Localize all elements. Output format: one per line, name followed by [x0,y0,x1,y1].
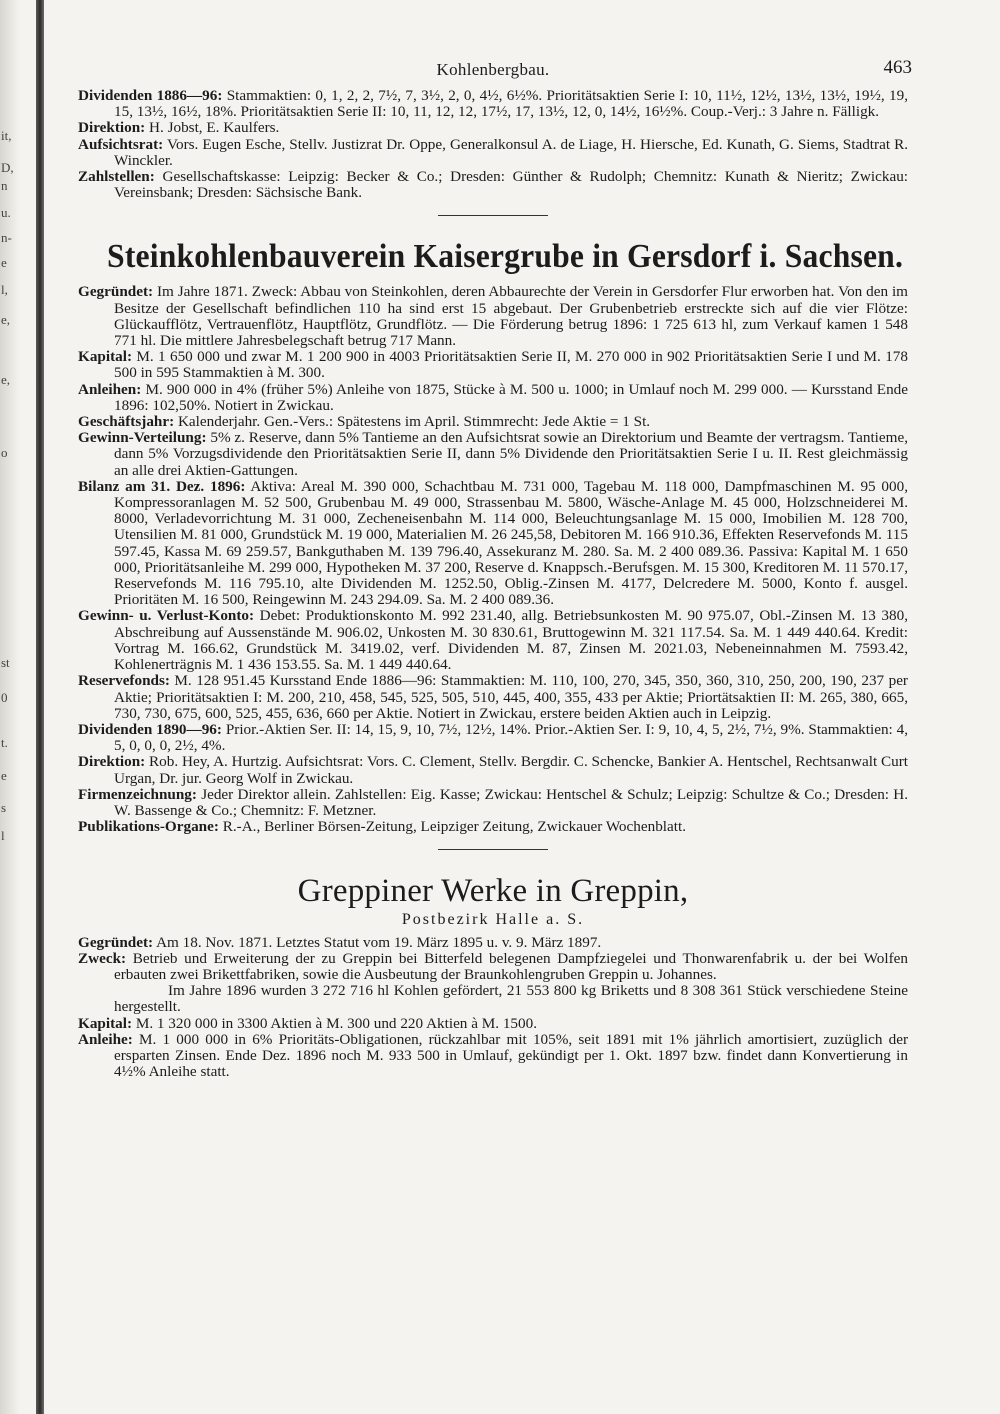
paragraph-label: Direktion: [78,119,146,137]
page-number: 463 [883,57,912,78]
entry-paragraph [78,608,908,673]
paragraph-label: Zweck: [78,949,127,967]
paragraph-label: Aufsichtsrat: [78,135,164,153]
paragraph-label: Zahlstellen: [78,168,155,186]
paragraph-label: Anleihe: [78,1030,133,1048]
margin-fragment: o [1,445,8,460]
paragraph-text: Kalenderjahr. Gen.-Vers.: Spätestens im April. Stimmrecht: Jede Aktie = 1 St. [177,413,651,431]
paragraph-label: Firmenzeichnung: [78,785,197,803]
book-binding-edge [36,0,44,1414]
previous-entry-section [78,88,908,201]
paragraph-text: M. 900 000 in 4% (früher 5%) Anleihe von 1875, Stücke à M. 500 u. 1000; in Umlauf noch M. 299 000. — Kursstand Ende 1896: 102,50%. Notiert in Zwickau. [114,380,909,414]
production-paragraph: Im Jahre 1896 wurden 3 272 716 hl Kohlen gefördert, 21 553 800 kg Briketts und 8 308 361 Stück verschiedene Steine hergestellt. [114,982,908,1016]
paragraph-label: Anleihen: [78,380,142,398]
paragraph-text: M. 1 650 000 und zwar M. 1 200 900 in 4003 Prioritätsaktien Serie II, M. 270 000 in 902 Prioritätsaktien Serie I und M. 178 500 in 595 Stammaktien à M. 300. [114,348,908,382]
margin-fragment: s [1,800,7,815]
margin-fragment: l, [1,282,8,297]
paragraph-label: Bilanz am 31. Dez. 1896: [78,477,246,495]
entry-paragraph [78,819,908,835]
paragraph-label: Reservefonds: [78,672,170,690]
entry-paragraph [78,382,908,414]
margin-fragment: u. [1,205,11,220]
paragraph-label: Dividenden 1886—96: [78,87,223,104]
entry-paragraph [78,935,908,951]
paragraph-label: Gegründet: [78,283,154,301]
margin-fragment: e, [1,312,11,327]
company-title: Greppiner Werke in Greppin, [297,873,689,910]
entry-paragraph [78,479,908,609]
company-section-kaisergrube [78,238,908,835]
margin-fragment: t. [1,735,8,750]
adjacent-page-fragments [0,0,14,1414]
margin-fragment: e [1,255,7,270]
paragraph-text: Am 18. Nov. 1871. Letztes Statut vom 19. März 1895 u. v. 9. März 1897. [156,933,602,951]
margin-fragment: st [1,655,10,670]
running-head: Kohlenbergbau. [436,60,550,79]
page-header [78,57,912,88]
entry-paragraph [78,722,908,754]
margin-fragment: l [1,828,5,843]
paragraph-text: Stammaktien: 0, 1, 2, 2, 7½, 7, 3½, 2, 0, 4½, 6½%. Prioritätsaktien Serie I: 10, 11½, 12½, 13½, 13½, 19½, 19, 15, 13½, 16½, 18%. Prioritätsaktien Serie II: 10, 11, 12, 12, 17½, 17, 13½, 12, 0, 14½, 16½%. Coup.-Verj.: 3 Jahre n. Fälligk. [114,87,908,121]
paragraph-text: M. 1 320 000 in 3300 Aktien à M. 300 und 220 Aktien à M. 1500. [135,1014,538,1032]
paragraph-text: Vors. Eugen Esche, Stellv. Justizrat Dr. Oppe, Generalkonsul A. de Liage, H. Hiersche, Ed. Kunath, G. Siems, Stadtrat R. Winckler. [114,135,909,169]
margin-fragment: n [1,178,8,193]
paragraph-text: Im Jahre 1871. Zweck: Abbau von Steinkohlen, deren Abbaurechte der Verein in Gersdorfer Flur erworben hat. Von den im Besitze der Gesellschaft befindlichen 110 ha sind erst 15 abgebaut. Der Grubenbetrieb erstreckte sich auf die vier Flötze: Glückaufflötz, Vertrauenflötz, Hauptflötz, Grundflötz. — Die Förderung betrug 1896: 1 725 613 hl, zum Verkauf kamen 1 548 771 hl. Die mittlere Jahresbelegschaft betrug 717 Mann. [114,283,908,350]
margin-fragment: 0 [1,690,8,705]
section-divider [438,849,548,850]
paragraph-text: M. 1 000 000 in 6% Prioritäts-Obligationen, rückzahlbar mit 105%, seit 1891 mit 1% jährlich amortisiert, zuzüglich der ersparten Zinsen. Ende Dez. 1896 noch M. 933 500 in Umlauf, gekündigt per 1. Okt. 1897 bzw. findet dann Konvertierung in 4½% Anleihe statt. [114,1030,909,1081]
paragraph-label: Gewinn- u. Verlust-Konto: [78,607,255,625]
entry-paragraph [78,120,908,136]
entry-paragraph [78,88,908,120]
entry-paragraph [78,951,908,983]
entry-paragraph [78,1016,908,1032]
company-title: Steinkohlenbauverein Kaisergrube in Gersdorf i. Sachsen. [107,238,904,276]
entry-paragraph [78,169,908,201]
paragraph-label: Dividenden 1890—96: [78,720,222,738]
entry-paragraph [78,1032,908,1081]
paragraph-text: Rob. Hey, A. Hurtzig. Aufsichtsrat: Vors. C. Clement, Stellv. Bergdir. C. Schencke, Bankier A. Hentschel, Rechtsanwalt Curt Urgan, Dr. jur. Georg Wolf in Zwickau. [114,753,908,787]
company-section-greppin [78,872,908,1080]
paragraph-text: M. 128 951.45 Kursstand Ende 1886—96: Stammaktien: M. 110, 100, 270, 345, 350, 360, 310, 250, 200, 190, 237 per Aktie; Prioritätsaktien I: M. 200, 210, 458, 545, 525, 505, 510, 445, 400, 355, 433 per Aktie; Priortätsaktien II: M. 265, 380, 665, 730, 730, 675, 600, 525, 455, 636, 660 per Aktie. Notiert in Zwickau, erstere beiden Aktien auch in Leipzig. [114,672,908,722]
margin-fragment: it, [1,128,12,143]
paragraph-label: Kapital: [78,348,133,366]
paragraph-text: Debet: Produktionskonto M. 992 231.40, allg. Betriebsunkosten M. 90 975.07, Obl.-Zinsen M. 13 380, Abschreibung auf Aussenstände M. 906.02, Unkosten M. 30 830.61, Bruttogewinn M. 321 117.54. Sa. M. 1 449 440.64. Kredit: Vortrag M. 166.62, Grundstück M. 3419.02, verf. Dividenden M. 87, Zinsen M. 2021.03, Nebeneinnahmen M. 7593.42, Kohlenerträgnis M. 1 436 153.55. Sa. M. 1 449 440.64. [114,607,909,674]
paragraph-text: Prior.-Aktien Ser. II: 14, 15, 9, 10, 7½, 12½, 14%. Prior.-Aktien Ser. I: 9, 10, 4, 5, 2½, 7½, 9%. Stammaktien: 4, 5, 0, 0, 0, 2½, 4%. [114,720,909,755]
paragraph-text: Jeder Direktor allein. Zahlstellen: Eig. Kasse; Zwickau: Hentschel & Schulz; Leipzig: Schultze & Co.; Dresden: H. W. Bassenge & Co.; Chemnitz: F. Metzner. [114,785,909,819]
entry-paragraph [78,137,908,169]
paragraph-label: Gegründet: [78,933,154,951]
paragraph-label: Publikations-Organe: [78,818,219,836]
section-divider [438,215,548,216]
paragraph-text: 5% z. Reserve, dann 5% Tantieme an den Aufsichtsrat sowie an Direktorium und Beamte der vertragsm. Tantieme, dann 5% Vorzugsdividende den Prioritätsaktien Serie II, dann 5% Dividende den Prioritätsaktien Serie I u. II. Rest gleichmässig an alle drei Aktien-Gattungen. [114,429,908,479]
company-subtitle: Postbezirk Halle a. S. [401,911,585,929]
entry-paragraph [78,349,908,381]
entry-paragraph [78,754,908,786]
margin-fragment: n- [1,230,12,245]
entry-paragraph [78,284,908,349]
entry-paragraph [78,787,908,819]
paragraph-text: Gesellschaftskasse: Leipzig: Becker & Co.; Dresden: Günther & Rudolph; Chemnitz: Kunath & Nieritz; Zwickau: Vereinsbank; Dresden: Sächsische Bank. [114,168,909,202]
paragraph-label: Gewinn-Verteilung: [78,429,207,447]
paragraph-text: R.-A., Berliner Börsen-Zeitung, Leipziger Zeitung, Zwickauer Wochenblatt. [222,818,686,836]
margin-fragment: D, [1,160,14,175]
paragraph-text: Aktiva: Areal M. 390 000, Schachtbau M. 731 000, Tagebau M. 118 000, Dampfmaschinen M. 95 000, Kompressoranlagen M. 52 500, Grubenbau M. 49 000, Strassenbau M. 5800, Wäsche-Anlage M. 45 000, Holzschneiderei M. 8000, Verladevorrichtung M. 31 000, Zecheneisenbahn M. 114 000, Beleuchtungsanlage M. 15 000, Imobilien M. 128 700, Utensilien M. 81 000, Grundstück M. 19 000, Materialien M. 26 245,58, Debitoren M. 166 910.36, Effekten Reservefonds M. 115 597.45, Kassa M. 69 259.57, Bankguthaben M. 139 796.40, Assekuranz M. 280. Sa. M. 2 400 089.36. Passiva: Kapital M. 1 650 000, Prioritätsanleihe M. 299 000, Hypotheken M. 37 200, Reserve d. Knappsch.-Berufsgen. M. 15 300, Kreditoren M. 11 570.17, Reservefonds M. 116 795.10, alte Dividenden M. 1252.50, Oblig.-Zinsen M. 4177, Delcredere M. 5000, Konto f. ausgel. Prioritäten M. 16 500, Reingewinn M. 243 294.09. Sa. M. 2 400 089.36. [114,477,908,609]
margin-fragment: e [1,768,7,783]
entry-paragraph [78,414,908,430]
document-page [78,57,912,1081]
paragraph-label: Kapital: [78,1014,133,1032]
entry-paragraph [78,673,908,722]
margin-fragment: e, [1,372,11,387]
entry-paragraph [78,430,908,479]
paragraph-label: Direktion: [78,753,146,771]
paragraph-text: Betrieb und Erweiterung der zu Greppin bei Bitterfeld belegenen Dampfziegelei und Thonwarenfabrik u. der bei Wolfen erbauten zwei Brikettfabriken, sowie die Ausbeutung der Braunkohlengruben Greppin u. Johannes. [114,949,909,983]
paragraph-label: Geschäftsjahr: [78,413,175,431]
paragraph-text: H. Jobst, E. Kaulfers. [149,119,280,137]
